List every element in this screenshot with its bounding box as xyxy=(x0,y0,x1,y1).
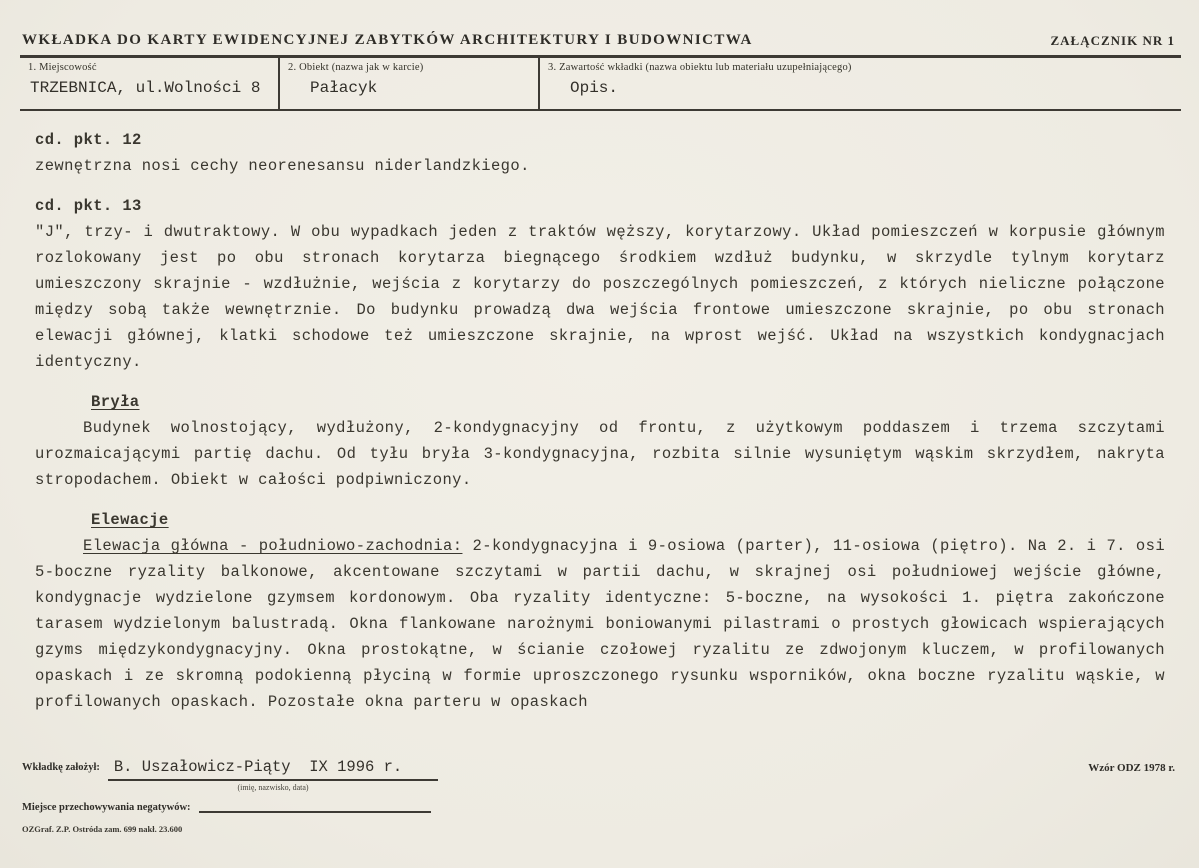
negatives-label: Miejsce przechowywania negatywów: xyxy=(22,802,191,813)
document-header xyxy=(0,0,1199,55)
field-contents-label: 3. Zawartość wkładki (nazwa obiektu lub materiału uzupełniającego) xyxy=(548,62,852,73)
field-contents-value: Opis. xyxy=(570,79,619,97)
elewacje-heading-text: Elewacje xyxy=(91,511,169,529)
form-header-table xyxy=(20,58,1181,111)
field-object-label: 2. Obiekt (nazwa jak w karcie) xyxy=(288,62,424,73)
section-text-pkt12: zewnętrzna nosi cechy neorenesansu niderlandzkiego. xyxy=(35,157,530,175)
document-footer xyxy=(0,756,1199,868)
bryla-heading-text: Bryła xyxy=(91,393,140,411)
field-contents xyxy=(540,58,1181,109)
attachment-label: ZAŁĄCZNIK NR 1 xyxy=(1050,33,1175,48)
founder-signature-block xyxy=(108,758,438,792)
section-heading-pkt13: cd. pkt. 13 xyxy=(35,197,142,215)
negatives-blank-line xyxy=(199,800,431,813)
founder-label: Wkładkę założył: xyxy=(22,762,100,773)
negatives-row xyxy=(22,798,431,813)
founder-row xyxy=(22,758,1175,792)
field-object-value: Pałacyk xyxy=(310,79,378,97)
section-heading-pkt12: cd. pkt. 12 xyxy=(35,131,142,149)
section-text-bryla: Budynek wolnostojący, wydłużony, 2-kondygnacyjny od frontu, z użytkowym poddaszem i trzema szczytami urozmaicającymi partię dachu. Od tyłu bryła 3-kondygnacyjna, rozbita silnie wysuniętym wąskim skrzydłem, nakryta stropodachem. Obiekt w całości podpiwniczony. xyxy=(35,419,1165,489)
elewacje-body-text: 2-kondygnacyjna i 9-osiowa (parter), 11-osiowa (piętro). Na 2. i 7. osi 5-boczne ryzality balkonowe, akcentowane szczytami w partii dachu, w skrajnej osi południowej wejście główne, kondygnacje wydzielone gzymsem kordonowym. Oba ryzality identyczne: 5-boczne, na wysokości 1. piętra zakończone tarasem wydzielonym balustradą. Okna flankowane narożnymi boniowanymi pilastrami o prostych głowicach wspierających gzyms międzykondygnacyjny. Okna prostokątne, w ścianie czołowej ryzalitu ze zdwojonym kluczem, w profilowanych opaskach i ze skromną podokienną płyciną w formie uproszczonego rysunku wsporników, okna boczne ryzalitu wąskie, w profilowanych opaskach. Pozostałe okna parteru w opaskach xyxy=(35,537,1166,711)
print-house-note: OZGraf. Z.P. Ostróda zam. 699 nakł. 23.600 xyxy=(22,824,183,834)
field-locality-label: 1. Miejscowość xyxy=(28,62,97,73)
document-title: WKŁADKA DO KARTY EWIDENCYJNEJ ZABYTKÓW ARCHITEKTURY I BUDOWNICTWA xyxy=(22,32,753,48)
field-locality xyxy=(20,58,280,109)
section-heading-elewacje xyxy=(35,507,1165,533)
founder-value: B. Uszałowicz-Piąty IX 1996 r. xyxy=(108,758,438,781)
section-text-pkt13: "J", trzy- i dwutraktowy. W obu wypadkach jeden z traktów węższy, korytarzowy. Układ pomieszczeń w korpusie głównym rozlokowany jest po obu stronach korytarza biegnącego środkiem wzdłuż budynku, w skrzydle tylnym korytarz umieszczony skrajnie - wzdłużnie, wejścia z korytarzy do poszczególnych pomieszczeń, z których nieliczne połączone między sobą także wewnętrznie. Do budynku prowadzą dwa wejścia frontowe umieszczone skrajnie, po obu stronach elewacji głównej, klatki schodowe też umieszczone skrajnie, na wprost wejść. Układ na wszystkich kondygnacjach identyczny. xyxy=(35,223,1165,371)
field-locality-value: TRZEBNICA, ul.Wolności 8 xyxy=(30,79,261,97)
founder-note: (imię, nazwisko, data) xyxy=(237,783,309,792)
document-body xyxy=(0,111,1199,725)
elewacje-lead-text: Elewacja główna - południowo-zachodnia: xyxy=(83,537,463,555)
field-object xyxy=(280,58,540,109)
form-version-note: Wzór ODZ 1978 r. xyxy=(1088,762,1175,774)
section-text-elewacje xyxy=(35,533,1165,715)
section-heading-bryla xyxy=(35,389,1165,415)
